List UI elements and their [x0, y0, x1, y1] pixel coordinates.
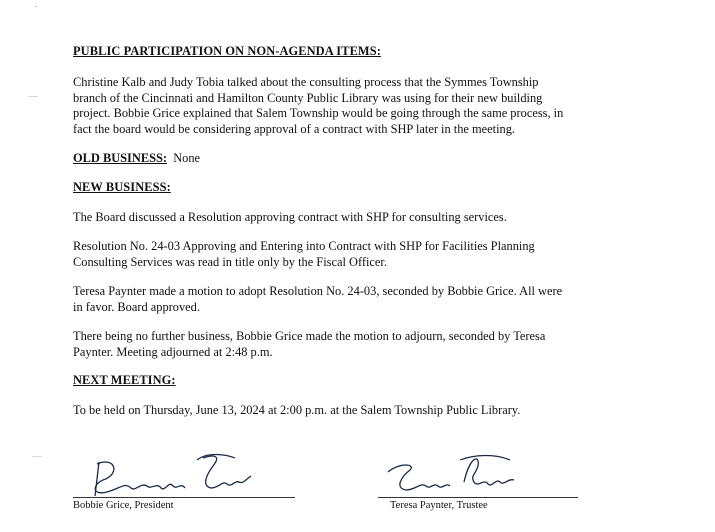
new-business-heading: NEW BUSINESS:	[73, 180, 171, 194]
new-business-discussion: The Board discussed a Resolution approving contract with SHP for consulting services.	[73, 210, 507, 224]
scan-mark-top: -	[34, 1, 38, 12]
text-line: fact the board would be considering approval of a contract with SHP later in the meeting.	[73, 121, 516, 136]
text-line: Paynter. Meeting adjourned at 2:48 p.m.	[73, 344, 273, 359]
president-label: Bobbie Grice, President	[73, 500, 174, 511]
trustee-label: Teresa Paynter, Trustee	[390, 500, 488, 511]
scan-mark-bottom: —	[32, 451, 42, 462]
text-line: Christine Kalb and Judy Tobia talked about the consulting process that the Symmes Township	[73, 75, 539, 89]
text-line: There being no further business, Bobbie Grice made the motion to adjourn, seconded by Teresa	[73, 329, 546, 343]
old-business-value: None	[173, 151, 201, 165]
motion-paragraph	[73, 284, 633, 315]
next-meeting-heading: NEXT MEETING:	[73, 373, 176, 387]
old-business-heading: OLD BUSINESS:	[73, 151, 167, 165]
text-line: in favor. Board approved.	[73, 299, 200, 314]
next-meeting-text: To be held on Thursday, June 13, 2024 at 2:00 p.m. at the Salem Township Public Library.	[73, 403, 521, 417]
public-participation-paragraph	[73, 75, 633, 137]
president-signature-line	[73, 497, 295, 498]
president-signature	[85, 452, 255, 502]
public-participation-heading: PUBLIC PARTICIPATION ON NON-AGENDA ITEMS:	[73, 44, 381, 58]
trustee-signature	[380, 452, 530, 502]
text-line: Resolution No. 24-03 Approving and Entering into Contract with SHP for Facilities Planning	[73, 239, 535, 253]
adjourn-paragraph	[73, 329, 633, 360]
text-line: Consulting Services was read in title only by the Fiscal Officer.	[73, 254, 387, 269]
text-line: project. Bobbie Grice explained that Salem Township would be going through the same process, in	[73, 106, 564, 120]
text-line: Teresa Paynter made a motion to adopt Resolution No. 24-03, seconded by Bobbie Grice. All were	[73, 284, 563, 298]
scan-mark-mid: —	[28, 91, 38, 102]
resolution-paragraph	[73, 239, 633, 270]
trustee-signature-line	[378, 497, 578, 498]
text-line: branch of the Cincinnati and Hamilton County Public Library was using for their new building	[73, 90, 543, 105]
old-business-line	[73, 151, 633, 167]
